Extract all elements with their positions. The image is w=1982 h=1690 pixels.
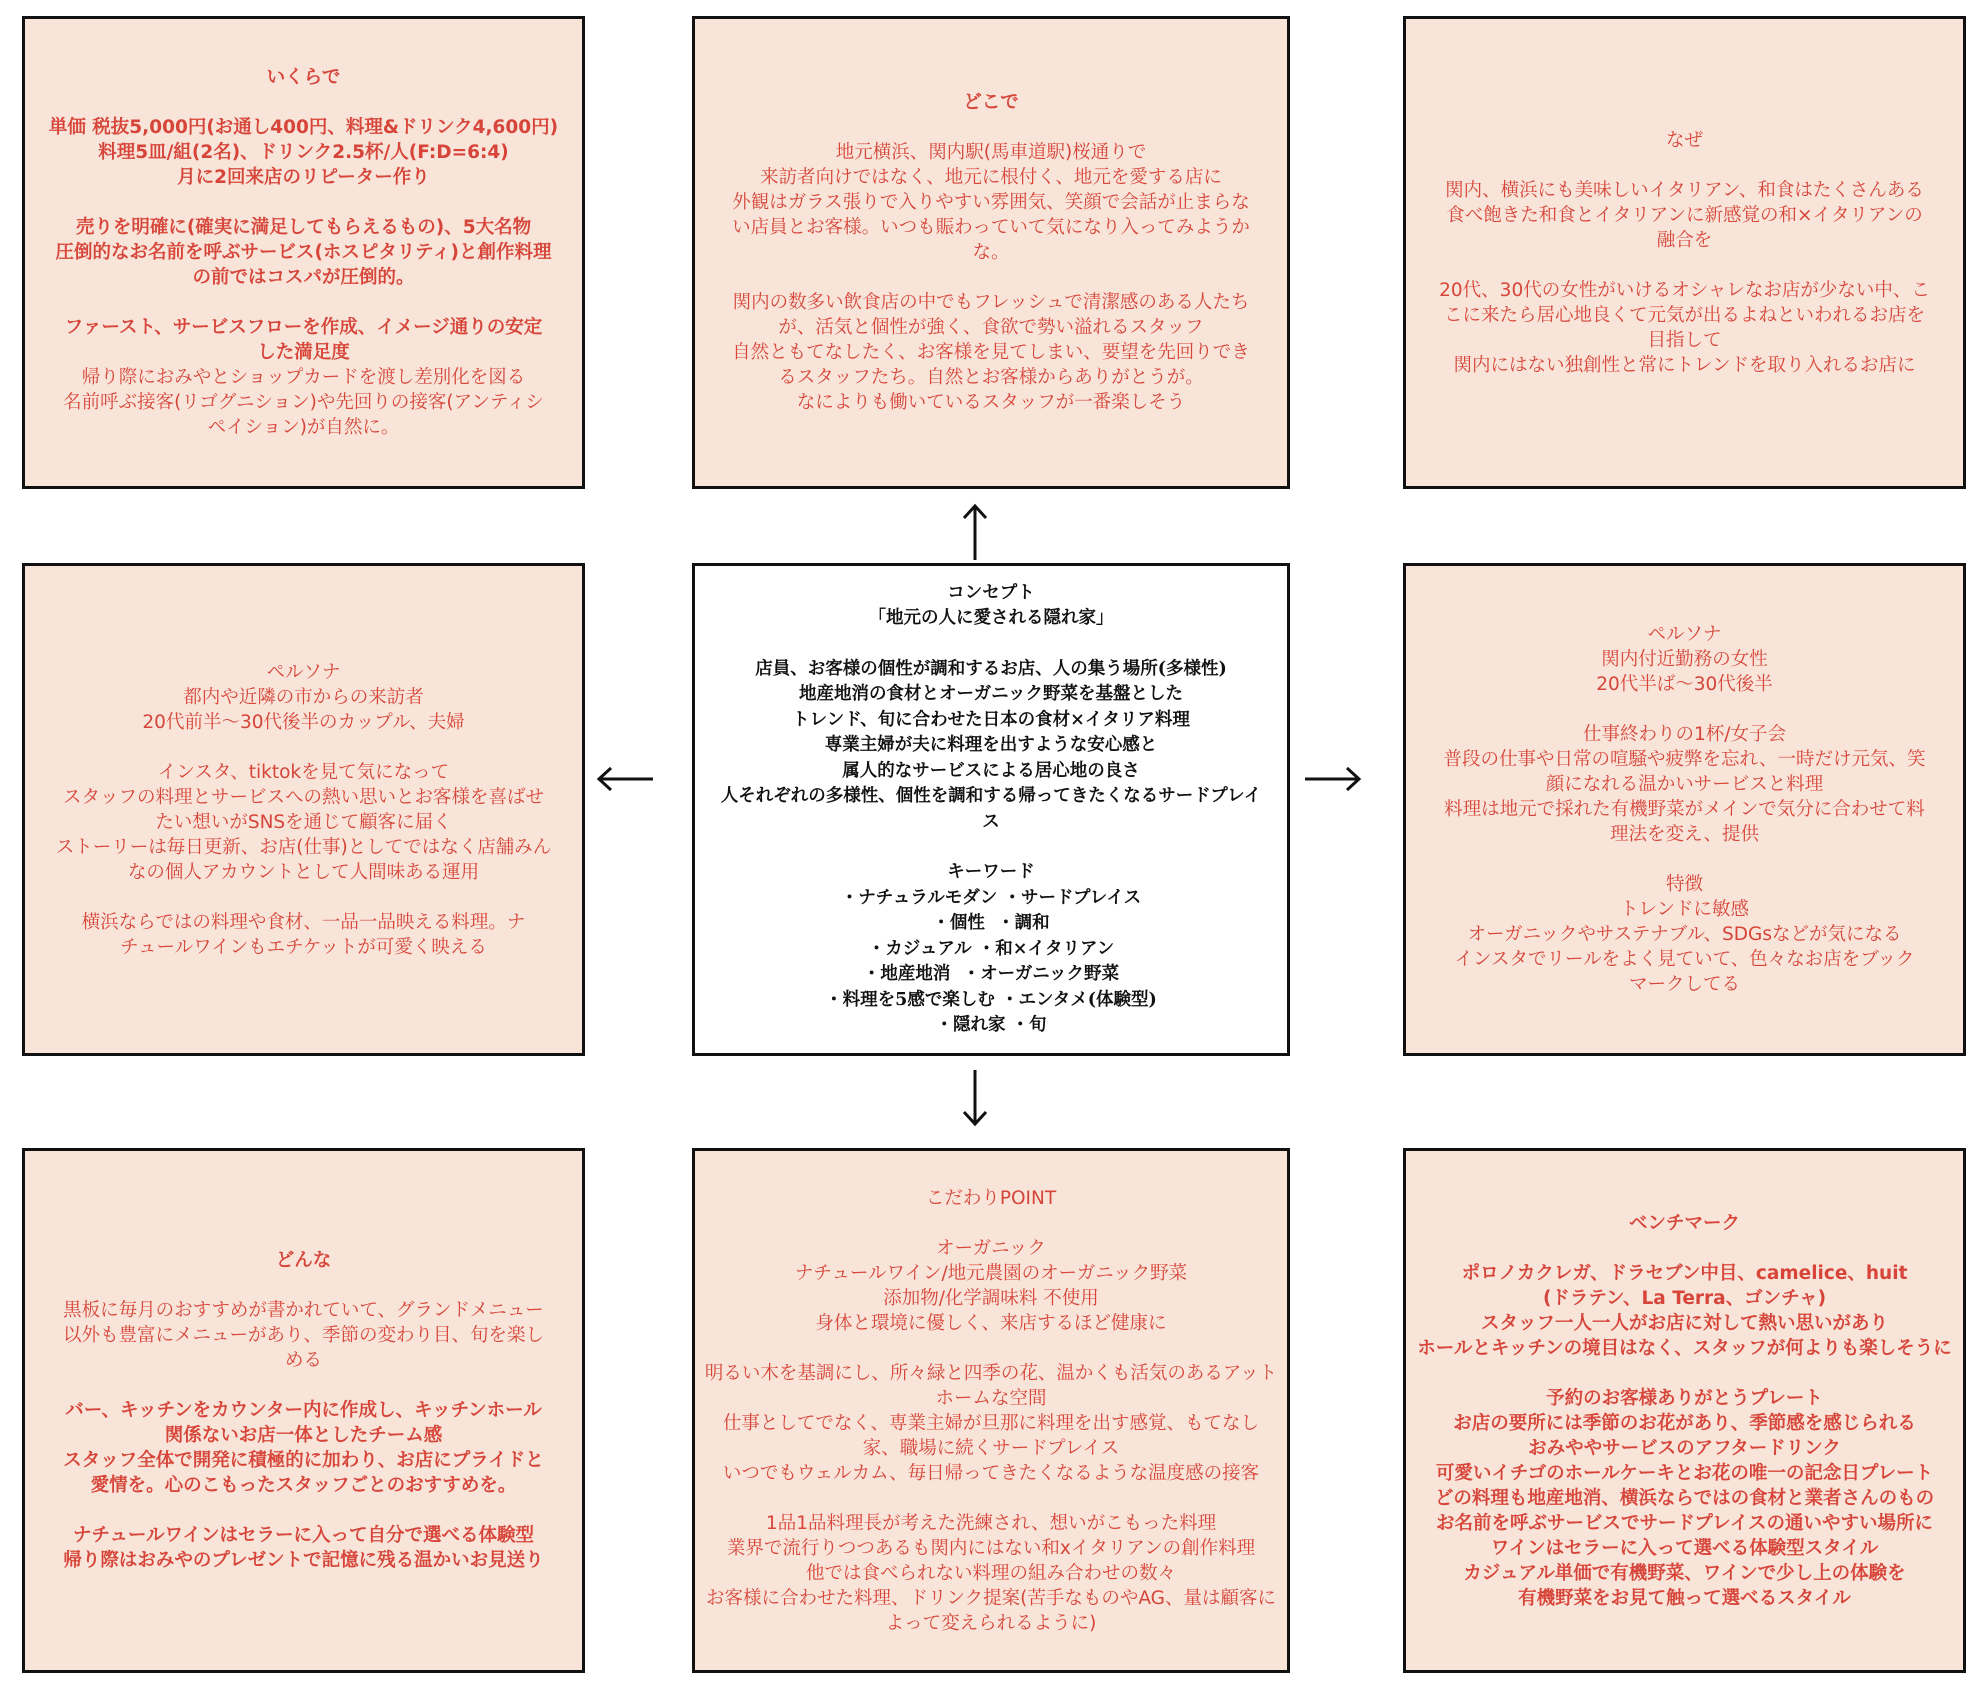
concept-line: 地産地消の食材とオーガニック野菜を基盤とした [799, 684, 1183, 704]
why-line: 食べ飽きた和食とイタリアンに新感覚の和×イタリアンの [1446, 204, 1923, 226]
what-line: 以外も豊富にメニューがあり、季節の変わり目、旬を楽し [62, 1325, 544, 1346]
point-line: 1品1品料理長が考えた洗練され、想いがこもった料理 [765, 1512, 1217, 1534]
why-line: 関内にはない独創性と常にトレンドを取り入れるお店に [1453, 354, 1916, 376]
point-line: こだわりPOINT [925, 1187, 1057, 1209]
persona-left-line: インスタ、tiktokを見て気になって [157, 761, 450, 783]
price-line: 料理5皿/組(2名)、ドリンク2.5杯/人(F:D=6:4) [98, 142, 509, 163]
concept-line: 専業主婦が夫に料理を出すような安心感と [824, 735, 1158, 755]
benchmark-line: ワインはセラーに入って選べる体験型スタイル [1490, 1537, 1879, 1559]
where-line: 自然ともてなしたく、お客様を見てしまい、要望を先回りでき [732, 342, 1250, 363]
price-line: した満足度 [257, 342, 350, 363]
concept-line: ・料理を5感で楽しむ ・エンタメ(体験型) [825, 989, 1157, 1010]
what-line: ナチュールワインはセラーに入って自分で選べる体験型 [72, 1525, 535, 1546]
price-line: 単価 税抜5,000円(お通し400円、料理&ドリンク4,600円) [48, 117, 559, 138]
benchmark-line: おみややサービスのアフタードリンク [1528, 1437, 1841, 1459]
arrow-up-icon [960, 502, 990, 562]
persona-right-line: マークしてる [1628, 974, 1740, 995]
point-line: 身体と環境に優しく、来店するほど健康に [815, 1312, 1167, 1334]
point-box [692, 1148, 1290, 1673]
what-line: 帰り際はおみやのプレゼントで記憶に残る温かいお見送り [63, 1550, 544, 1571]
concept-line: ・個性 ・調和 [932, 913, 1050, 933]
benchmark-line: ポロノカクレガ、ドラセブン中目、camelice、huit [1461, 1262, 1908, 1284]
persona-right-box [1403, 563, 1966, 1056]
arrow-down-icon [960, 1068, 990, 1128]
concept-line: ・カジュアル ・和×イタリアン [867, 938, 1115, 959]
what-line: める [284, 1350, 322, 1371]
point-line: オーガニック [936, 1237, 1046, 1259]
persona-left-line: 横浜ならではの料理や食材、一品一品映える料理。ナ [81, 911, 526, 933]
persona-right-line: 仕事終わりの1杯/女子会 [1582, 724, 1786, 745]
concept-line: 店員、お客様の個性が調和するお店、人の集う場所(多様性) [755, 658, 1227, 679]
persona-left-line: 20代前半〜30代後半のカップル、夫婦 [142, 711, 465, 733]
why-line: 融合を [1656, 229, 1713, 251]
persona-right-line: 関内付近勤務の女性 [1601, 649, 1768, 670]
point-line: 業界で流行りつつあるも関内にはない和xイタリアンの創作料理 [726, 1537, 1256, 1559]
persona-right-line: 料理は地元で採れた有機野菜がメインで気分に合わせて料 [1444, 799, 1925, 820]
concept-line: トレンド、旬に合わせた日本の食材×イタリア料理 [792, 709, 1190, 730]
persona-right-line: ペルソナ [1647, 624, 1722, 645]
concept-line: ・隠れ家 ・旬 [935, 1015, 1047, 1035]
price-line: ペイション)が自然に。 [207, 417, 400, 438]
persona-left-box [22, 563, 585, 1056]
persona-right-line: 普段の仕事や日常の喧騒や疲弊を忘れ、一時だけ元気、笑 [1443, 749, 1926, 770]
persona-right-line: インスタでリールをよく見ていて、色々なお店をブック [1454, 949, 1915, 970]
concept-line: キーワード [947, 862, 1035, 882]
point-line: 家、職場に続くサードプレイス [862, 1437, 1120, 1459]
what-line: どんな [275, 1250, 332, 1271]
point-line: ナチュールワイン/地元農園のオーガニック野菜 [794, 1262, 1188, 1284]
why-line: 20代、30代の女性がいけるオシャレなお店が少ない中、こ [1439, 279, 1930, 301]
concept-line: 人それぞれの多様性、個性を調和する帰ってきたくなるサードプレイ [720, 786, 1262, 806]
price-line: 圧倒的なお名前を呼ぶサービス(ホスピタリティ)と創作料理 [55, 242, 552, 263]
benchmark-line: ホールとキッチンの境目はなく、スタッフが何よりも楽しそうに [1417, 1337, 1952, 1359]
point-line: 他では食べられない料理の組み合わせの数々 [805, 1562, 1176, 1584]
arrow-right-icon [1303, 764, 1363, 794]
point-line: 明るい木を基調にし、所々緑と四季の花、温かくも活気のあるアット [704, 1362, 1278, 1384]
price-line: 帰り際におみやとショップカードを渡し差別化を図る [81, 367, 526, 388]
persona-right-line: 理法を変え、提供 [1609, 824, 1760, 845]
benchmark-line: ベンチマーク [1628, 1212, 1740, 1234]
price-line: 月に2回来店のリピーター作り [177, 167, 430, 188]
benchmark-line: どの料理も地産地消、横浜ならではの食材と業者さんのもの [1434, 1487, 1935, 1509]
what-box [22, 1148, 585, 1673]
benchmark-line: 予約のお客様ありがとうプレート [1546, 1387, 1823, 1409]
what-line: 関係ないお店一体としたチーム感 [164, 1425, 443, 1446]
what-line: 黒板に毎月のおすすめが書かれていて、グランドメニュー [63, 1300, 544, 1321]
why-line: なぜ [1665, 129, 1703, 151]
where-line: な。 [972, 242, 1010, 263]
where-line: なによりも働いているスタッフが一番楽しそう [796, 392, 1186, 413]
persona-left-line: なの個人アカウントとして人間味ある運用 [127, 861, 480, 883]
what-line: 愛情を。心のこもったスタッフごとのおすすめを。 [90, 1475, 517, 1496]
concept-line: コンセプト [947, 582, 1035, 603]
benchmark-line: カジュアル単価で有機野菜、ワインで少し上の体験を [1463, 1562, 1906, 1584]
where-line: どこで [963, 92, 1019, 113]
benchmark-box [1403, 1148, 1966, 1673]
persona-left-line: チュールワインもエチケットが可愛く映える [120, 936, 487, 958]
persona-right-line: オーガニックやサステナブル、SDGsなどが気になる [1467, 924, 1902, 945]
concept-box [692, 563, 1290, 1056]
persona-left-line: 都内や近隣の市からの来訪者 [183, 686, 424, 708]
persona-right-line: 顔になれる温かいサービスと料理 [1545, 774, 1824, 795]
concept-line: ・ナチュラルモダン ・サードプレイス [840, 887, 1142, 908]
where-line: い店員とお客様。いつも賑わっていて気になり入ってみようか [732, 217, 1250, 238]
persona-left-line: ストーリーは毎日更新、お店(仕事)としてではなく店舗みん [55, 836, 552, 858]
concept-line: ス [982, 811, 1000, 832]
what-line: スタッフ全体で開発に積極的に加わり、お店にプライドと [63, 1450, 544, 1471]
where-line: るスタッフたち。自然とお客様からありがとうが。 [778, 367, 1204, 388]
what-line: バー、キッチンをカウンター内に作成し、キッチンホール [65, 1400, 542, 1421]
concept-line: 属人的なサービスによる居心地の良さ [842, 760, 1140, 781]
benchmark-line: スタッフ一人一人がお店に対して熱い思いがあり [1480, 1312, 1888, 1334]
price-line: 売りを明確に(確実に満足してもらえるもの)、5大名物 [75, 217, 532, 238]
price-line: の前ではコスパが圧倒的。 [192, 267, 415, 288]
concept-line: ・地産地消 ・オーガニック野菜 [862, 964, 1120, 984]
why-box [1403, 16, 1966, 489]
benchmark-line: 可愛いイチゴのホールケーキとお花の唯一の記念日プレート [1435, 1462, 1934, 1484]
point-line: よって変えられるように) [885, 1612, 1097, 1634]
benchmark-line: お店の要所には季節のお花があり、季節感を感じられる [1453, 1412, 1916, 1434]
price-line: 名前呼ぶ接客(リゴグニション)や先回りの接客(アンティシ [63, 392, 544, 413]
where-line: 地元横浜、関内駅(馬車道駅)桜通りで [835, 142, 1147, 163]
point-line: いつでもウェルカム、毎日帰ってきたくなるような温度感の接客 [722, 1462, 1260, 1484]
arrow-left-icon [595, 764, 655, 794]
persona-right-line: トレンドに敏感 [1619, 899, 1750, 920]
benchmark-line: (ドラテン、La Terra、ゴンチャ) [1542, 1287, 1827, 1309]
where-line: 外観はガラス張りで入りやすい雰囲気、笑顔で会話が止まらな [732, 192, 1250, 213]
concept-line: 「地元の人に愛される隠れ家」 [868, 608, 1114, 628]
persona-left-line: ペルソナ [266, 661, 341, 683]
persona-right-line: 20代半ば〜30代後半 [1596, 674, 1773, 695]
benchmark-line: お名前を呼ぶサービスでサードプレイスの通いやすい場所に [1435, 1512, 1934, 1534]
where-line: 来訪者向けではなく、地元に根付く、地元を愛する店に [760, 167, 1222, 188]
why-line: 目指して [1647, 329, 1722, 351]
price-box [22, 16, 585, 489]
persona-right-line: 特徴 [1665, 874, 1703, 895]
where-line: 関内の数多い飲食店の中でもフレッシュで清潔感のある人たち [732, 292, 1250, 313]
persona-left-line: スタッフの料理とサービスへの熱い思いとお客様を喜ばせ [62, 786, 544, 808]
price-line: ファースト、サービスフローを作成、イメージ通りの安定 [64, 317, 543, 338]
persona-left-line: たい想いがSNSを通じて顧客に届く [155, 811, 452, 833]
point-line: ホームな空間 [935, 1387, 1047, 1409]
benchmark-line: 有機野菜をお見て触って選べるスタイル [1518, 1587, 1851, 1609]
point-line: 仕事としてでなく、専業主婦が旦那に料理を出す感覚、もてなし [722, 1412, 1260, 1434]
why-line: こに来たら居心地良くて元気が出るよねといわれるお店を [1443, 304, 1925, 326]
price-line: いくらで [266, 67, 341, 88]
point-line: 添加物/化学調味料 不使用 [883, 1287, 1099, 1309]
where-line: が、活気と個性が強く、食欲で勢い溢れるスタッフ [778, 317, 1204, 338]
where-box [692, 16, 1290, 489]
point-line: お客様に合わせた料理、ドリンク提案(苦手なものやAG、量は顧客に [705, 1587, 1277, 1609]
why-line: 関内、横浜にも美味しいイタリアン、和食はたくさんある [1445, 179, 1924, 201]
